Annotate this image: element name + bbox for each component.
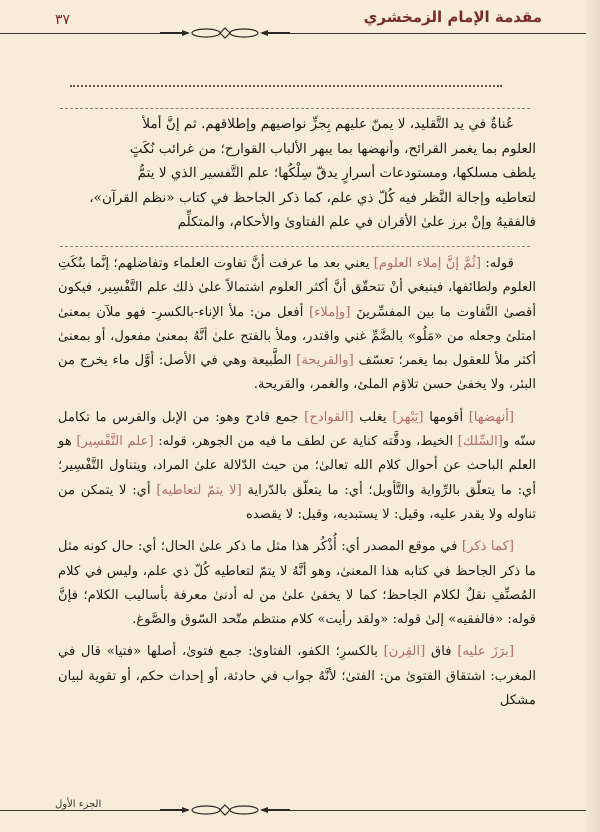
commentary-keyword: [علم التَّفْسِير] — [76, 434, 154, 450]
main-text-line: العلوم بما يغمر القرائح، وأنهضها بما يبهر الألباب القوارح؛ من غرائب نُكَتٍ — [129, 140, 536, 157]
commentary-segment: هو العلم الباحث عن أحوال كلام الله تعالىٰ؛ من حيث الدّلالة علىٰ المراد، ويتناول التَّفْسِير؛ أي: ما يتعلّق بالرِّواية والتَّأويل؛ أي: ما يتعلّق بالدّراية — [58, 434, 536, 498]
commentary-keyword: [ثُمَّ إنَّ إملاء العلوم] — [373, 256, 481, 271]
commentary-keyword: [أنهضها] — [468, 409, 515, 425]
header-ornament-icon — [160, 25, 290, 41]
commentary-paragraph — [58, 640, 536, 713]
main-text-line: لتعاطيه وإجالة النَّظر فيه كُلّ ذي علم، كما ذكر الجاحظ في كتاب «نظم القرآن»، — [89, 189, 536, 206]
main-text — [58, 112, 536, 235]
commentary-keyword: [وإملاء] — [309, 304, 351, 320]
commentary-segment: بالكسرِ؛ الكفو، الفتاوىٰ: جمع فتوىٰ، أصلها «فتيا» قال في المغرب: اشتقاق الفتوىٰ من: الفتىٰ؛ لأنَّهُ جواب في حادثة، أو إحداث حكم، أو تقوية لبيان مشكل — [58, 644, 536, 709]
page-edge-shadow — [586, 0, 600, 832]
commentary-segment: الخيط، ودقَّته كناية عن لطف ما فيه من الجوهر، قوله: — [153, 434, 458, 450]
commentary-segment: أقومها — [423, 409, 469, 425]
commentary-keyword: [برَزَ عليه] — [457, 644, 514, 660]
commentary-keyword: [القوادح] — [304, 409, 354, 425]
commentary-segment: فاق — [425, 644, 458, 660]
commentary-text — [58, 252, 536, 713]
commentary-top-rule — [60, 246, 530, 247]
commentary-keyword: [كما ذكر] — [461, 539, 514, 555]
footer-rule — [0, 810, 586, 811]
commentary-segment: أفعل من: ملأ الإناء-بالكسرِ- فهو ملآن بمعنىٰ امتلئ وجعله من «مَلُو» بالضَّمِّ غني واقتدر، وملأ بالفتح علىٰ أنَّهُ بمعنىٰ مفعول، أو بمعنىٰ أكثر ملأ للعقول بما يغمر؛ تعسّف — [58, 304, 536, 369]
main-text-line: يلطف مسلكها، ومستودعات أسرارٍ يدقّ سِلْكُها؛ علم التَّفسير الذي لا يتمُّ — [137, 165, 536, 182]
commentary-keyword: [يَبْهر] — [392, 409, 424, 425]
commentary-keyword: [والقريحة] — [296, 353, 354, 369]
commentary-segment: الطَّبيعة وهي في الأصل: أوَّل ماء يخرج من البئر، ولا يخفىٰ حسن تلاؤم الملئ، والغمر، والقريحة. — [58, 353, 536, 393]
page-number: ٣٧ — [55, 12, 71, 28]
main-text-line: فالفقيهُ وإنْ برز علىٰ الأقران في علم الفتاوىٰ والأحكام، والمتكلِّم — [177, 214, 536, 231]
commentary-keyword: [القِرن] — [383, 644, 426, 660]
dotted-separator — [70, 85, 502, 89]
header-rule — [0, 33, 586, 34]
running-header-title: مقدمة الإمام الزمخشري — [363, 8, 542, 26]
footer-ornament-icon — [160, 802, 290, 818]
main-text-top-rule — [60, 108, 530, 109]
commentary-paragraph — [58, 406, 536, 527]
commentary-segment: يعني بعد ما عرفت أنَّ تفاوت العلماء وتفاضلهم؛ إنَّما بنُكَتِ العلوم ولطائفها، فينبغي أنْ تتحقّق أنَّ أكثر العلوم اشتمالاً علىٰ ذلك علم التَّفْسِير، فيكون أقصىٰ التَّفاوت ما بين المفسِّرينَ — [58, 256, 536, 320]
commentary-segment: أي: لا يتمكن من تناوله ولا يقدر عليه، وقيل: لا يستبديه، وقيل: لا يقصده — [58, 482, 536, 522]
main-text-line: عُناةٌ في يد التَّقليد، لا يمنّ عليهم بِجزِّ نواصيهم وإطلاقهم. ثم إنَّ أملأ — [142, 116, 514, 132]
commentary-paragraph — [58, 252, 536, 398]
commentary-keyword: [لا يتمّ لتعاطيه] — [156, 482, 242, 498]
commentary-segment: قوله: — [481, 256, 514, 271]
commentary-keyword: [السِّلك] — [457, 434, 503, 450]
commentary-segment: يغلب — [353, 409, 393, 425]
commentary-segment: في موقع المصدر أي: أُذْكُر هذا مثل ما ذكر علىٰ الحال؛ أي: حال كونه مثل ما ذكر الجاحظ في كتابه هذا المعنىٰ، وهو أنَّهُ لا يتمّ لتعاطيه كُلّ ذي علم، وليس في كلام المُصنِّفِ نقلٌ لكلام الجاحظ؛ كما لا يخفىٰ علىٰ من له أدنىٰ معرفة بأساليب الكلام؛ فإنَّ قوله: «فالفقيه» إلىٰ قوله: «ولقد رأيت» كلام منتظم متّحد السّوق والصَّوغ. — [58, 539, 536, 628]
commentary-paragraph — [58, 535, 536, 632]
footer-volume-label: الجزء الأول — [55, 799, 102, 810]
commentary-segment: جمع قادح وهو: من الإبل والفرس ما تكامل سنّه و — [58, 409, 536, 450]
